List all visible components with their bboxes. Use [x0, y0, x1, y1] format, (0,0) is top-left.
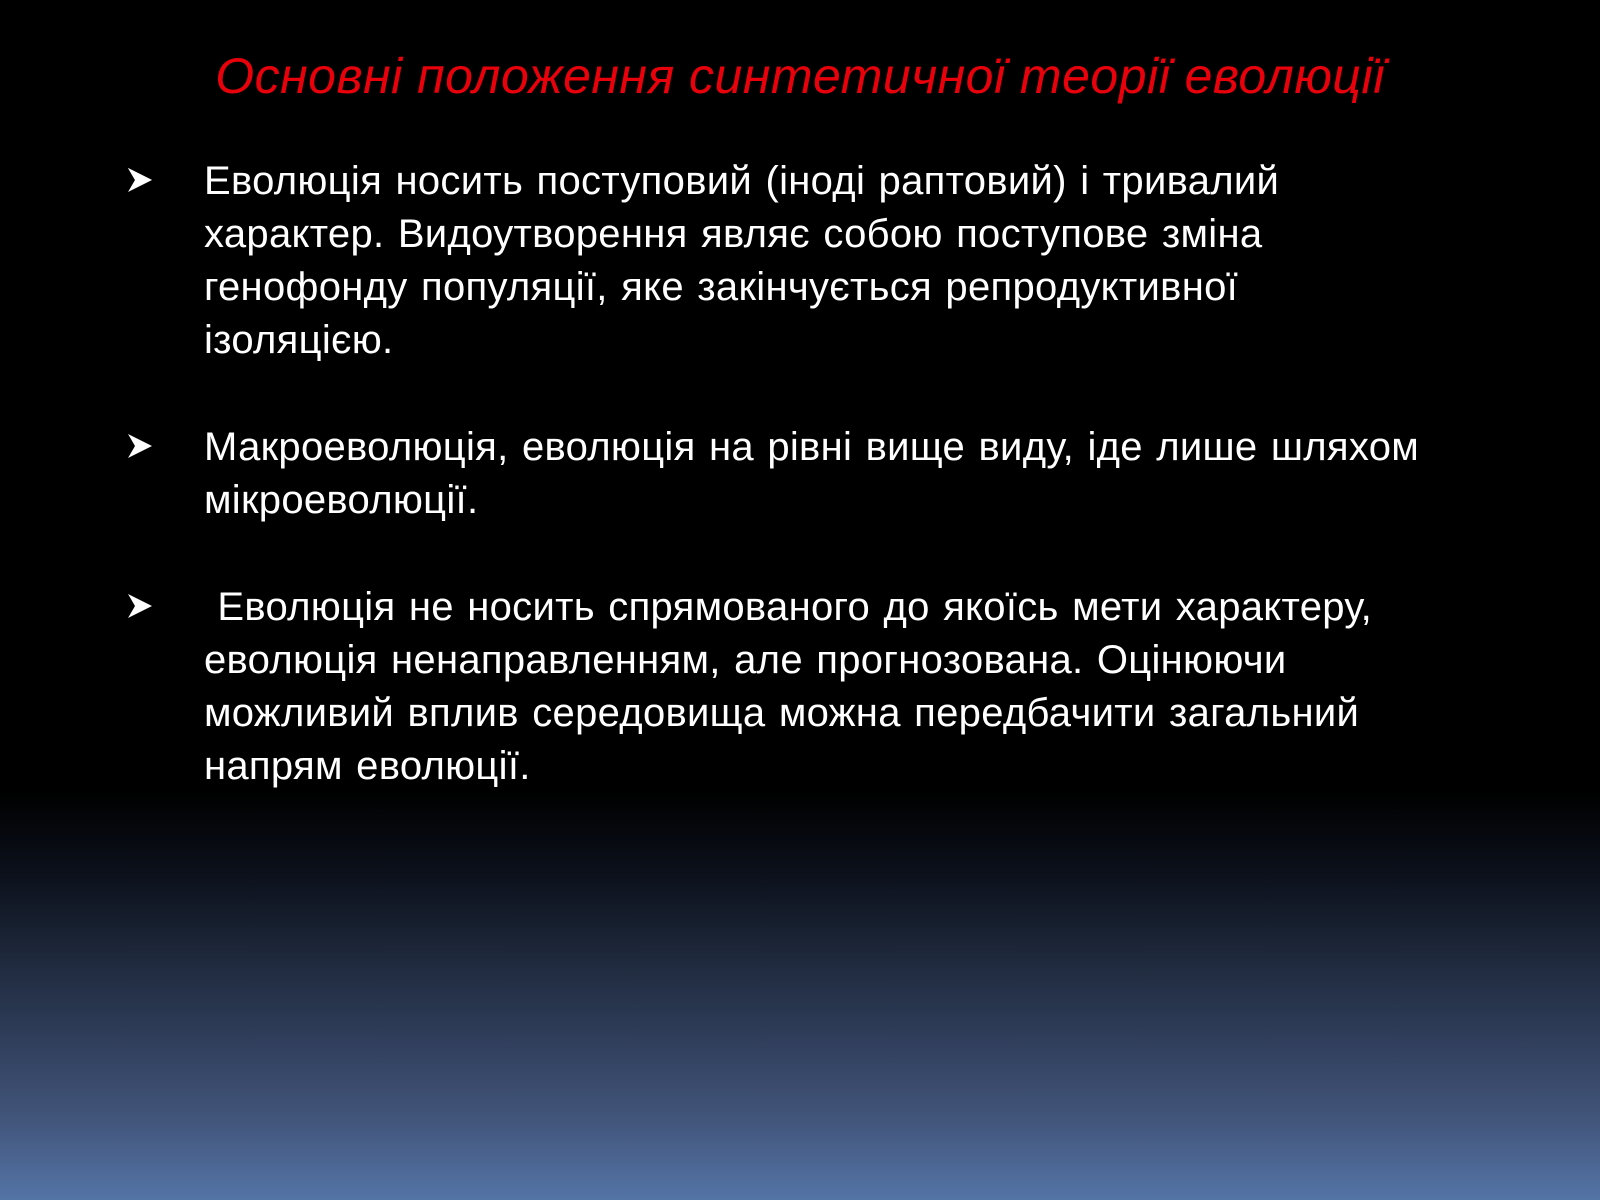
bullet-line: Макроеволюція, еволюція на рівні вище виду, іде лише шляхом [204, 425, 1420, 469]
arrowhead-bullet-icon [125, 591, 155, 621]
bullet-line: ізоляцією. [204, 318, 394, 362]
bullet-line: характер. Видоутворення являє собою поступове зміна [204, 212, 1263, 256]
bullet-line: Еволюція носить поступовий (іноді раптовий) і тривалий [204, 159, 1280, 203]
bullet-text [204, 155, 1564, 367]
bullet-line: еволюція ненаправленням, але прогнозована. Оцінюючи [204, 638, 1287, 682]
bullet-line: генофонду популяції, яке закінчується репродуктивної [204, 265, 1239, 309]
bullet-line: можливий вплив середовища можна передбачити загальний [204, 691, 1360, 735]
bullet-text [204, 421, 1564, 527]
arrowhead-bullet-icon [125, 165, 155, 195]
arrowhead-bullet-icon [125, 431, 155, 461]
bullet-line: напрям еволюції. [204, 744, 531, 788]
bullet-line: мікроеволюції. [204, 478, 479, 522]
slide-title: Основні положення синтетичної теорії еволюції [215, 48, 1385, 104]
bullet-text [204, 581, 1564, 793]
bullet-line: Еволюція не носить спрямованого до якоїсь мети характеру, [204, 585, 1373, 629]
